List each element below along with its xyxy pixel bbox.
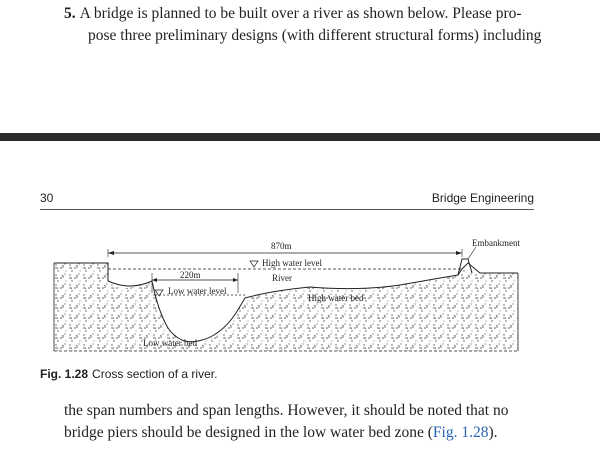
label-river: River xyxy=(272,273,292,283)
running-head-title: Bridge Engineering xyxy=(431,191,534,205)
question-line-1 xyxy=(64,3,544,25)
river-cross-section-figure xyxy=(40,233,540,363)
span-870-arrow-right xyxy=(456,251,462,255)
figure-caption xyxy=(40,367,217,381)
running-head xyxy=(40,191,534,210)
span-870-arrow-left xyxy=(108,251,114,255)
paragraph-line-1: the span numbers and span lengths. However, it should be noted that no xyxy=(64,402,509,419)
caption-label: Fig. 1.28 xyxy=(40,367,89,381)
label-embankment: Embankment xyxy=(472,238,520,248)
exercise-question xyxy=(64,3,544,47)
paragraph-line-2 xyxy=(64,422,544,444)
paragraph-text-2-end: ). xyxy=(488,424,498,441)
page-number: 30 xyxy=(40,191,54,205)
question-line-2: pose three preliminary designs (with different structural forms) including xyxy=(88,27,542,44)
page-divider xyxy=(0,133,600,141)
label-low-water-level: Low water level xyxy=(168,286,227,296)
label-low-water-bed: Low water bed xyxy=(143,338,197,348)
label-220m: 220m xyxy=(180,270,201,280)
body-paragraph xyxy=(64,400,544,444)
paragraph-text-2: bridge piers should be designed in the low water bed zone ( xyxy=(64,424,433,441)
question-text-1: A bridge is planned to be built over a river as shown below. Please pro- xyxy=(79,5,522,22)
question-number: 5. xyxy=(64,5,76,22)
high-water-symbol xyxy=(250,261,258,267)
label-high-water-bed: High water bed xyxy=(308,293,364,303)
embankment-leader xyxy=(468,247,476,259)
caption-text: Cross section of a river. xyxy=(92,367,218,381)
label-high-water-level: High water level xyxy=(262,258,322,268)
label-870m: 870m xyxy=(271,241,292,251)
figure-reference-link[interactable]: Fig. 1.28 xyxy=(432,424,489,441)
